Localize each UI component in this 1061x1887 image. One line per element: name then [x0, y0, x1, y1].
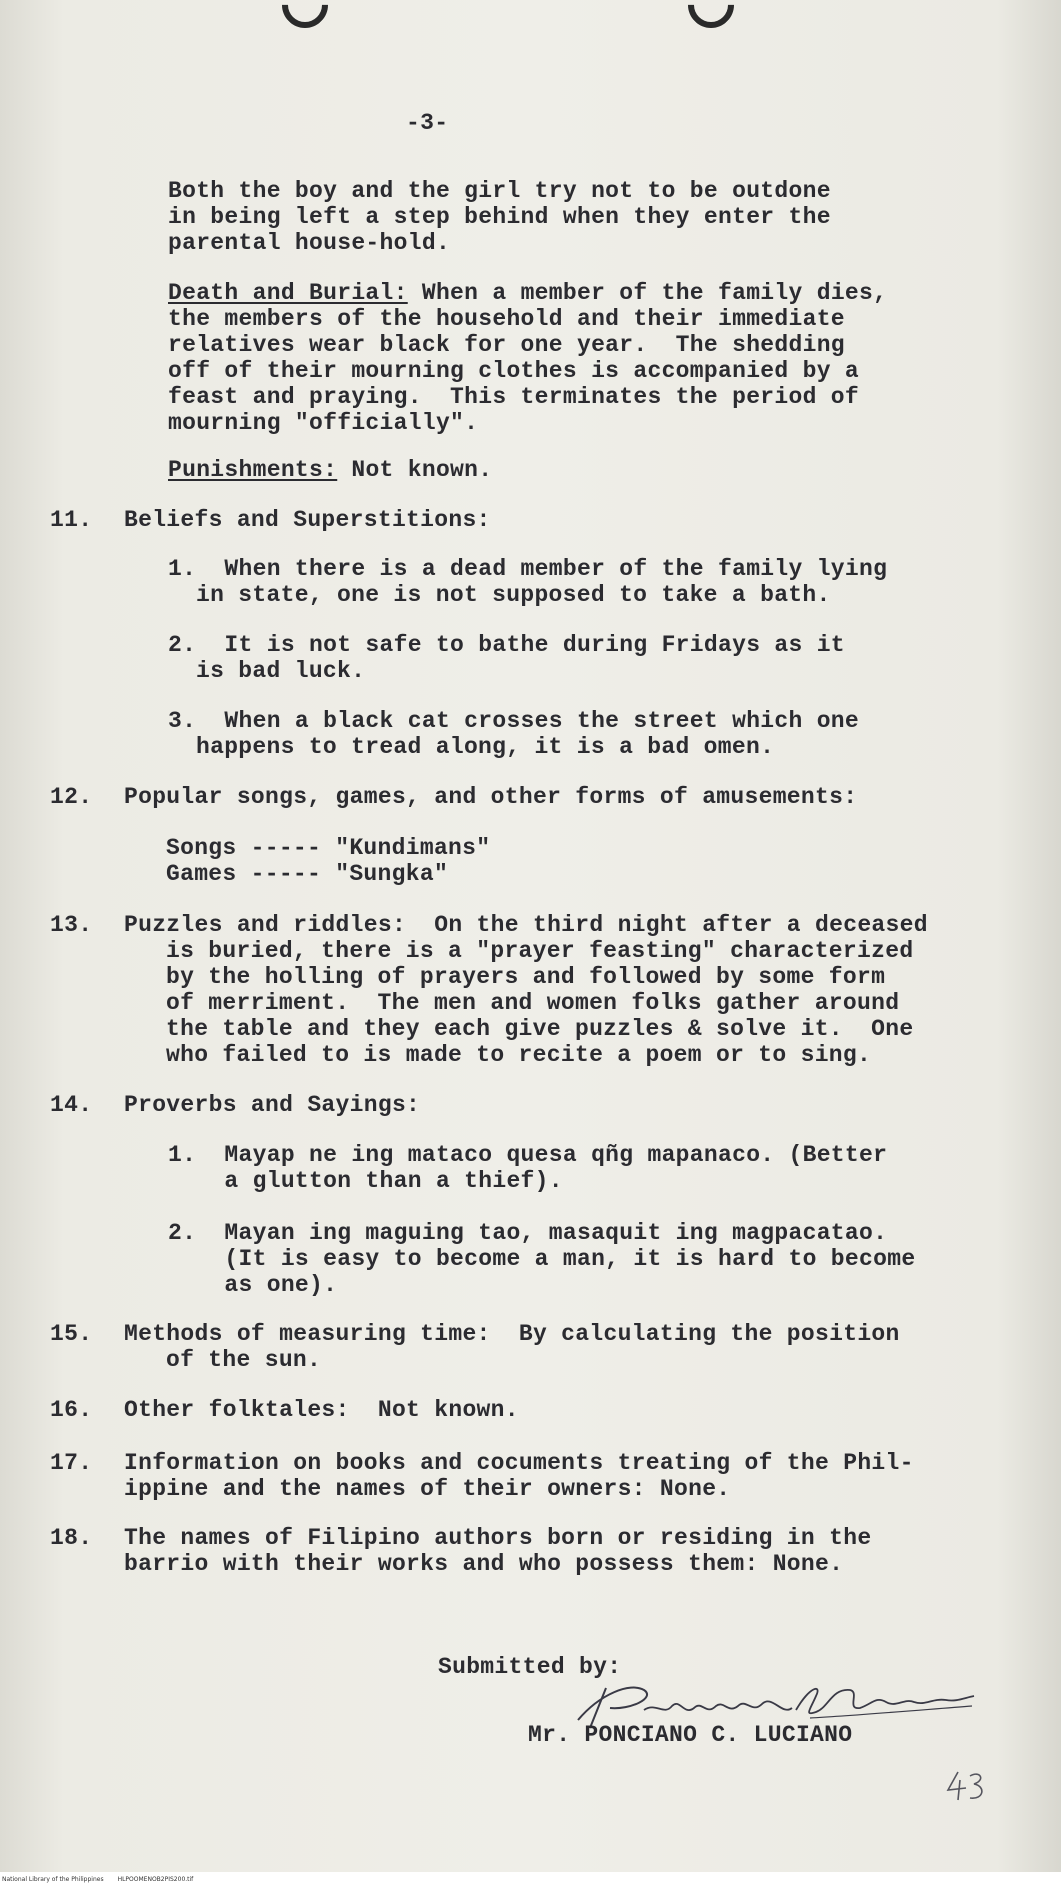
text-line: Puzzles and riddles: On the third night after a deceased [124, 912, 928, 938]
text-line: by the holling of prayers and followed by some form [166, 964, 886, 990]
list-item: 2. It is not safe to bathe during Fridays as it [168, 632, 845, 658]
section-title: Popular songs, games, and other forms of amusements: [124, 784, 858, 810]
list-item: a glutton than a thief). [168, 1168, 563, 1194]
text-line: Both the boy and the girl try not to be outdone [168, 178, 831, 204]
section-number: 18. [50, 1525, 93, 1551]
list-item: 2. Mayan ing maguing tao, masaquit ing magpacatao. [168, 1220, 888, 1246]
section-number: 12. [50, 784, 93, 810]
songs-line: Songs ----- "Kundimans" [166, 835, 491, 861]
list-item: happens to tread along, it is a bad omen. [196, 734, 775, 760]
section-number: 13. [50, 912, 93, 938]
text-line: relatives wear black for one year. The shedding [168, 332, 845, 358]
punishments-heading: Punishments: [168, 457, 338, 483]
library-name: National Library of the Philippines [2, 1876, 104, 1883]
section-title: Beliefs and Superstitions: [124, 507, 491, 533]
section-number: 11. [50, 507, 93, 533]
file-id: HLPOOMENOB2PIS200.tif [117, 1876, 194, 1883]
text-line: Other folktales: Not known. [124, 1397, 519, 1423]
list-item: (It is easy to become a man, it is hard to become [168, 1246, 916, 1272]
punishments-text: Not known. [337, 457, 493, 483]
submitted-by-label: Submitted by: [438, 1654, 622, 1680]
text-line: is buried, there is a "prayer feasting" characterized [166, 938, 914, 964]
list-item: in state, one is not supposed to take a bath. [196, 582, 831, 608]
text-line [168, 457, 492, 483]
list-item: 1. Mayap ne ing mataco quesa qñg mapanaco. (Better [168, 1142, 888, 1168]
death-heading: Death and Burial: [168, 280, 408, 306]
section-number: 15. [50, 1321, 93, 1347]
text-line: Methods of measuring time: By calculating the position [124, 1321, 900, 1347]
section-number: 17. [50, 1450, 93, 1476]
handwritten-page-mark [944, 1768, 988, 1804]
list-item: is bad luck. [196, 658, 366, 684]
list-item: 3. When a black cat crosses the street which one [168, 708, 860, 734]
text-line: of merriment. The men and women folks gather around [166, 990, 900, 1016]
section-title: Proverbs and Sayings: [124, 1092, 421, 1118]
text-line: off of their mourning clothes is accompanied by a [168, 358, 860, 384]
text-line: feast and praying. This terminates the period of [168, 384, 860, 410]
text-line: the members of the household and their immediate [168, 306, 845, 332]
signer-name: Mr. PONCIANO C. LUCIANO [528, 1722, 853, 1748]
list-item: 1. When there is a dead member of the family lying [168, 556, 888, 582]
text-line: who failed to is made to recite a poem or to sing. [166, 1042, 872, 1068]
games-line: Games ----- "Sungka" [166, 861, 449, 887]
text-line: in being left a step behind when they enter the [168, 204, 831, 230]
text-line: of the sun. [166, 1347, 322, 1373]
section-number: 16. [50, 1397, 93, 1423]
scan-footer [0, 1872, 1061, 1887]
text-line: The names of Filipino authors born or residing in the [124, 1525, 872, 1551]
binding-hole [272, 0, 337, 38]
text-line: Information on books and cocuments treating of the Phil- [124, 1450, 914, 1476]
text-line: ippine and the names of their owners: None. [124, 1476, 731, 1502]
text-line [168, 280, 887, 306]
section-number: 14. [50, 1092, 93, 1118]
text-line: barrio with their works and who possess them: None. [124, 1551, 844, 1577]
binding-hole [678, 0, 743, 38]
page-number: -3- [406, 110, 449, 136]
text-line: mourning "officially". [168, 410, 479, 436]
text-line: parental house-hold. [168, 230, 451, 256]
list-item: as one). [168, 1272, 338, 1298]
death-text: When a member of the family dies, [407, 280, 888, 306]
text-line: the table and they each give puzzles & solve it. One [166, 1016, 914, 1042]
